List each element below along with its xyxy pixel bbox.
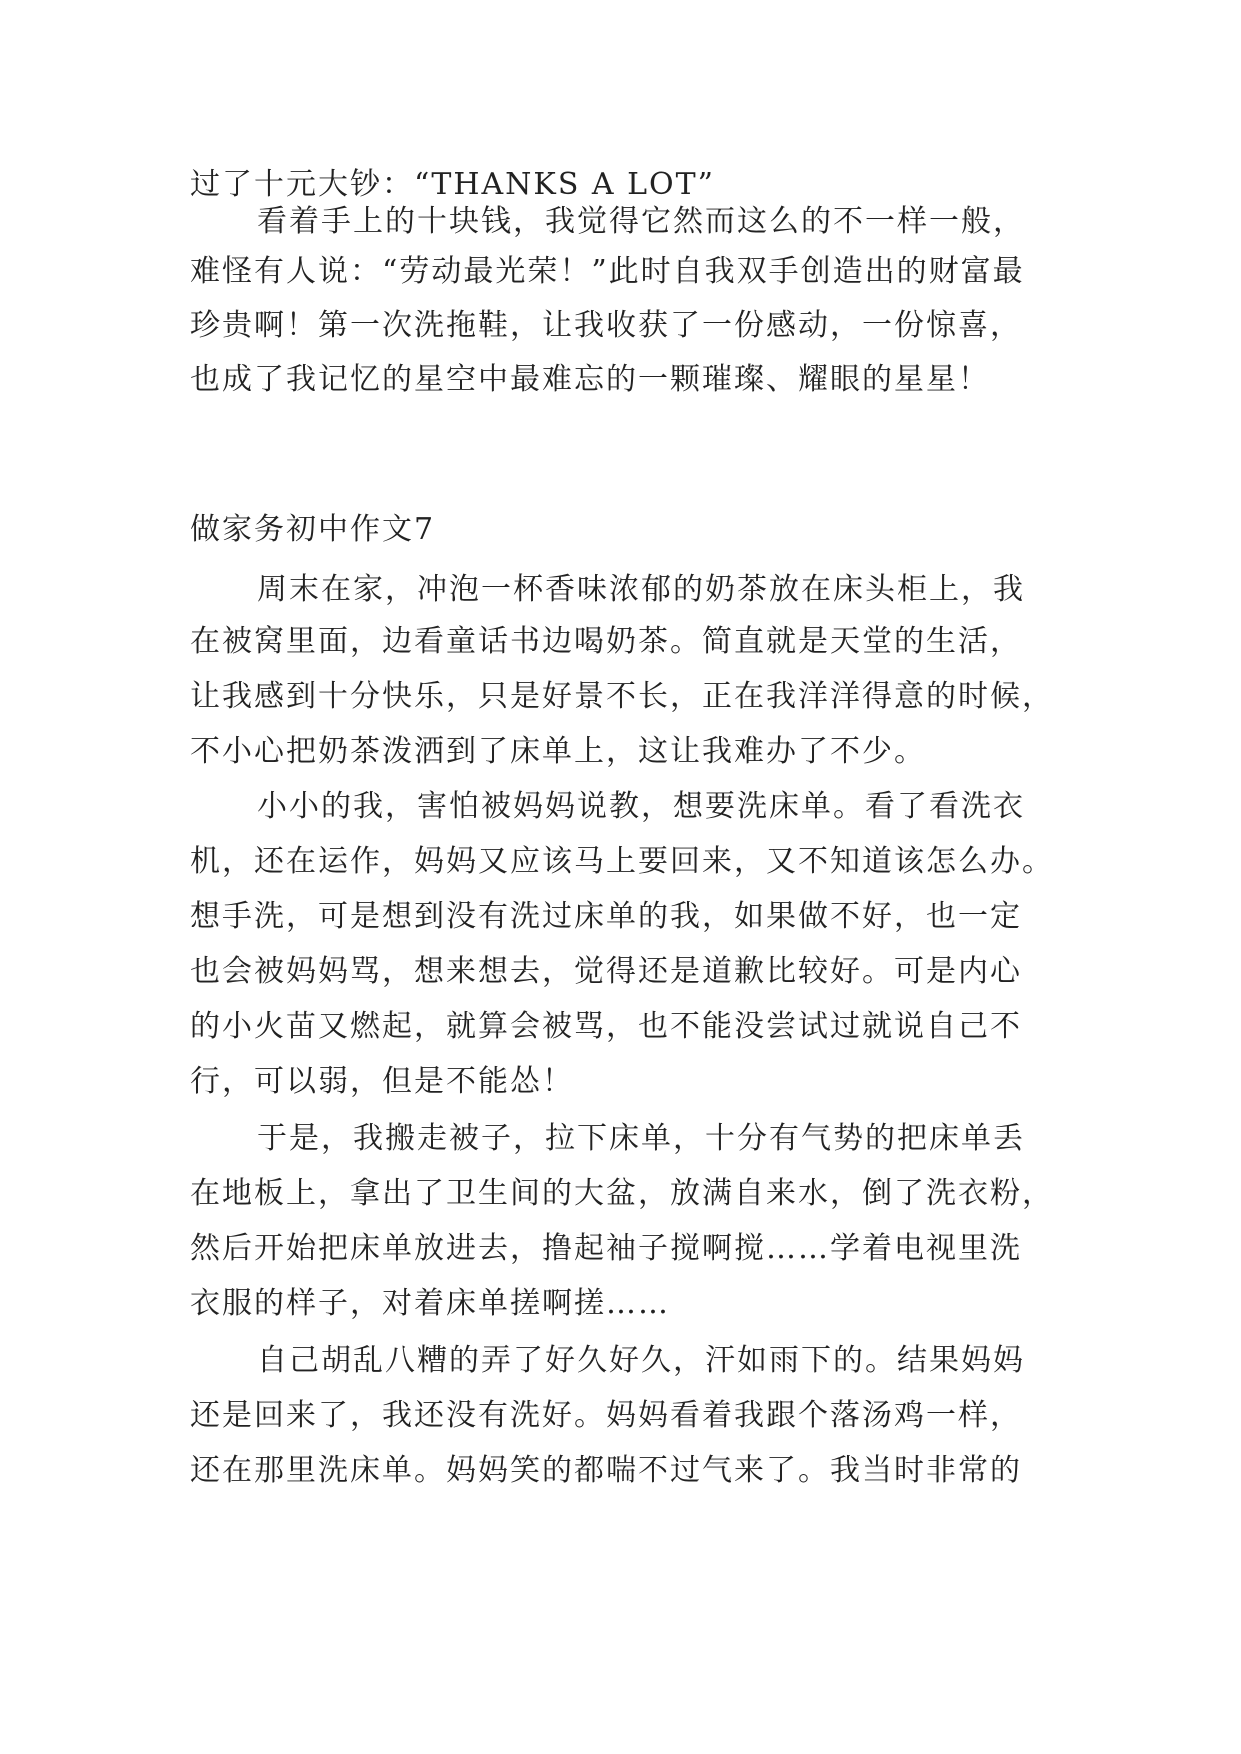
paragraph-start-line: 自己胡乱八糟的弄了好久好久，汗如雨下的。结果妈妈 — [257, 1343, 1025, 1378]
text-line: 难怪有人说：“劳动最光荣！”此时自我双手创造出的财富最 — [190, 254, 1025, 289]
text-line: 过了十元大钞：“THANKS A LOT” — [190, 167, 715, 202]
text-line: 在地板上，拿出了卫生间的大盆，放满自来水，倒了洗衣粉， — [190, 1176, 1054, 1211]
text-line: 在被窝里面，边看童话书边喝奶茶。简直就是天堂的生活， — [190, 624, 1022, 659]
text-line: 行，可以弱，但是不能怂！ — [190, 1064, 574, 1099]
paragraph-start-line: 于是，我搬走被子，拉下床单，十分有气势的把床单丢 — [257, 1121, 1025, 1156]
section-heading: 做家务初中作文7 — [190, 512, 436, 547]
text-line: 不小心把奶茶泼洒到了床单上，这让我难办了不少。 — [190, 734, 926, 769]
text-line: 珍贵啊！第一次洗拖鞋，让我收获了一份感动，一份惊喜， — [190, 308, 1022, 343]
text-line: 也会被妈妈骂，想来想去，觉得还是道歉比较好。可是内心 — [190, 954, 1022, 989]
text-line: 的小火苗又燃起，就算会被骂，也不能没尝试过就说自己不 — [190, 1009, 1022, 1044]
text-line: 还是回来了，我还没有洗好。妈妈看着我跟个落汤鸡一样， — [190, 1398, 1022, 1433]
paragraph-start-line: 看着手上的十块钱，我觉得它然而这么的不一样一般， — [257, 204, 1025, 239]
paragraph-start-line: 周末在家，冲泡一杯香味浓郁的奶茶放在床头柜上，我 — [257, 572, 1025, 607]
text-line: 机，还在运作，妈妈又应该马上要回来，又不知道该怎么办。 — [190, 844, 1054, 879]
text-line: 衣服的样子，对着床单搓啊搓…… — [190, 1286, 670, 1321]
text-line: 想手洗，可是想到没有洗过床单的我，如果做不好，也一定 — [190, 899, 1022, 934]
text-line: 然后开始把床单放进去，撸起袖子搅啊搅……学着电视里洗 — [190, 1231, 1022, 1266]
text-line: 还在那里洗床单。妈妈笑的都喘不过气来了。我当时非常的 — [190, 1453, 1022, 1488]
paragraph-start-line: 小小的我，害怕被妈妈说教，想要洗床单。看了看洗衣 — [257, 789, 1025, 824]
text-line: 让我感到十分快乐，只是好景不长，正在我洋洋得意的时候， — [190, 679, 1054, 714]
text-line: 也成了我记忆的星空中最难忘的一颗璀璨、耀眼的星星！ — [190, 362, 990, 397]
